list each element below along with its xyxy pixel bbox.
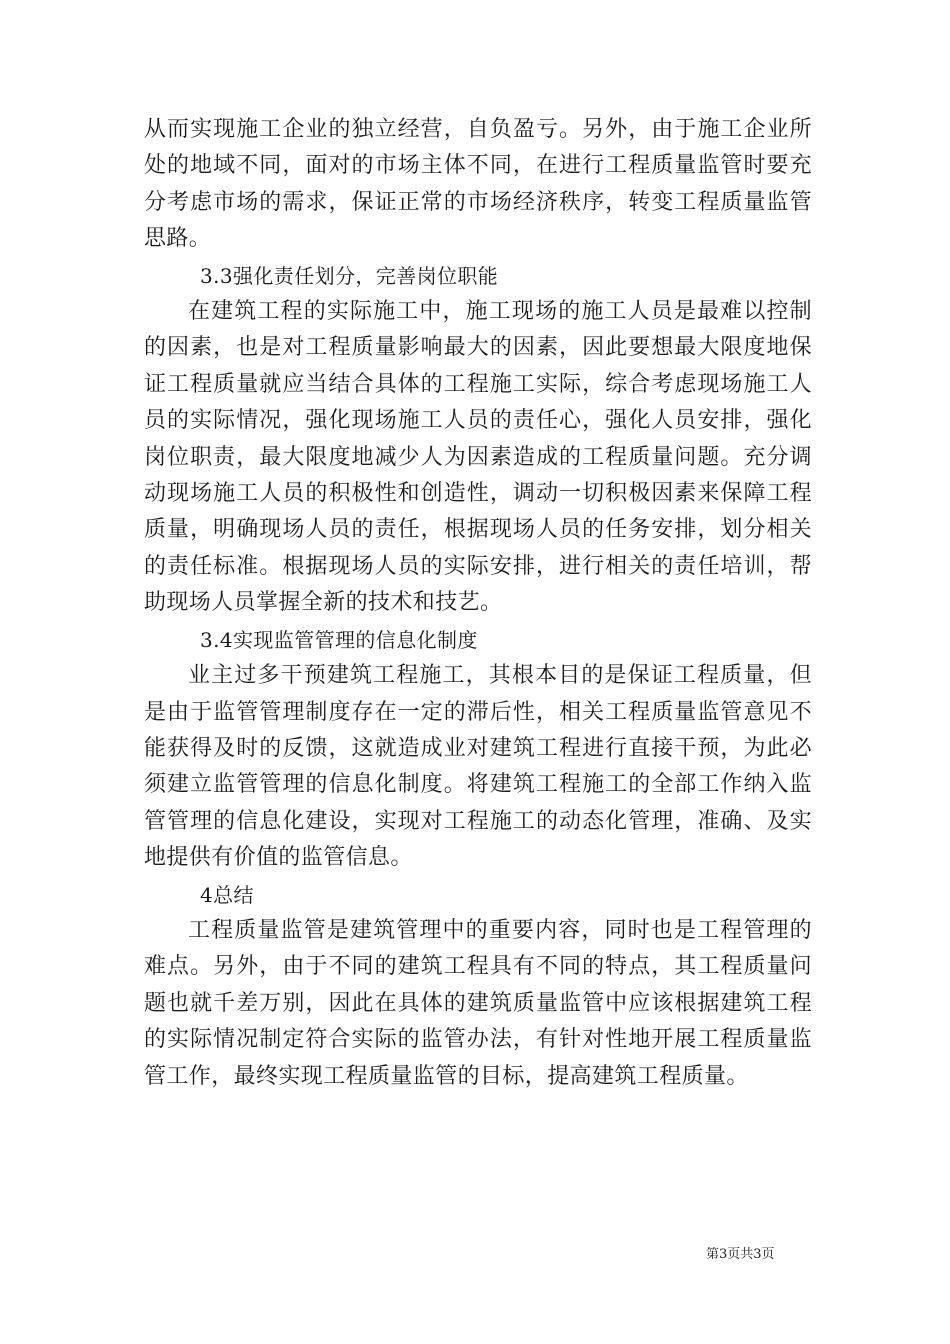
paragraph-continuation: 从而实现施工企业的独立经营，自负盈亏。另外，由于施工企业所处的地域不同，面对的市场主体不同，在进行工程质量监管时要充分考虑市场的需求，保证正常的市场经济秩序，转变工程质量监管思路。 [144, 117, 812, 252]
paragraph-responsibility: 在建筑工程的实际施工中，施工现场的施工人员是最难以控制的因素，也是对工程质量影响最大的因素，因此要想最大限度地保证工程质量就应当结合具体的工程施工实际，综合考虑现场施工人员的实际情况，强化现场施工人员的责任心，强化人员安排，强化岗位职责，最大限度地减少人为因素造成的工程质量问题。充分调动现场施工人员的积极性和创造性，调动一切积极因素来保障工程质量，明确现场人员的责任，根据现场人员的任务安排，划分相关的责任标准。根据现场人员的实际安排，进行相关的责任培训，帮助现场人员掌握全新的技术和技艺。 [144, 299, 812, 616]
page-number-footer: 第3页共3页 [706, 1247, 775, 1262]
section-heading-3-3: 3.3强化责任划分，完善岗位职能 [200, 263, 499, 288]
paragraph-summary: 工程质量监管是建筑管理中的重要内容，同时也是工程管理的难点。另外，由于不同的建筑工程具有不同的特点，其工程质量问题也就千差万别，因此在具体的建筑质量监管中应该根据建筑工程的实际情况制定符合实际的监管办法，有针对性地开展工程质量监管工作，最终实现工程质量监管的目标，提高建筑工程质量。 [144, 917, 812, 1089]
section-heading-4: 4总结 [200, 882, 254, 907]
section-heading-3-4: 3.4实现监管管理的信息化制度 [200, 627, 478, 652]
paragraph-information-system: 业主过多干预建筑工程施工，其根本目的是保证工程质量，但是由于监管管理制度存在一定的滞后性，相关工程质量监管意见不能获得及时的反馈，这就造成业对建筑工程进行直接干预，为此必须建立监管管理的信息化制度。将建筑工程施工的全部工作纳入监管管理的信息化建设，实现对工程施工的动态化管理，准确、及实地提供有价值的监管信息。 [144, 663, 812, 871]
document-body [144, 112, 812, 1095]
